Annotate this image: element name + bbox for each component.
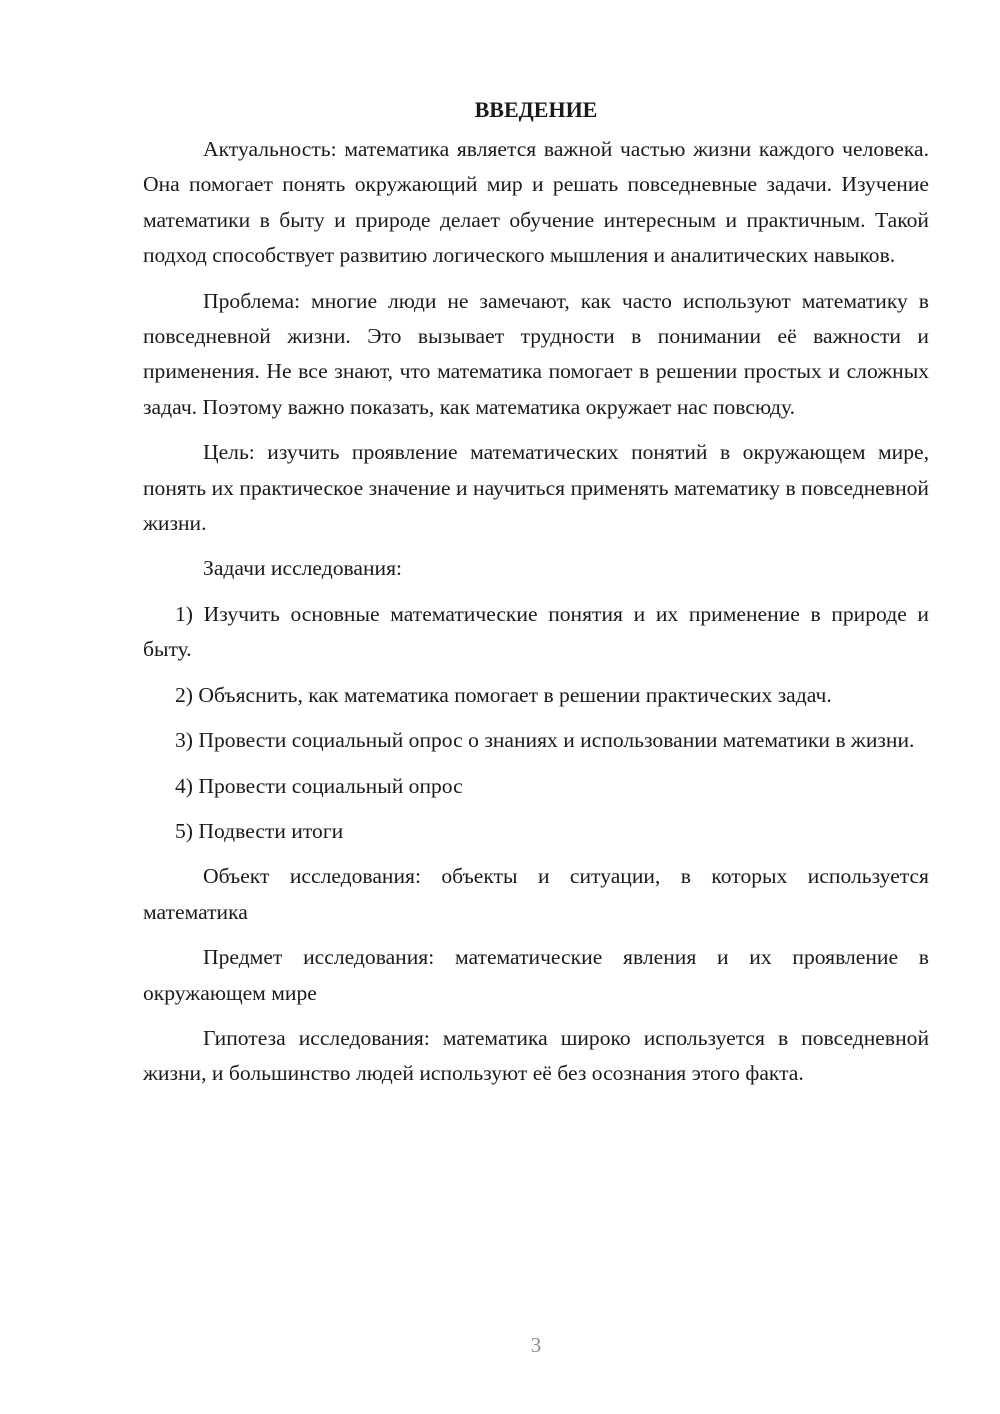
task-item-1: 1) Изучить основные математические понятия и их применение в природе и быту. <box>143 601 929 662</box>
paragraph-goal: Цель: изучить проявление математических понятий в окружающем мире, понять их практическое значение и научиться применять математику в повседневной жизни. <box>143 440 929 536</box>
page-number: 3 <box>530 1333 542 1357</box>
task-item-4: 4) Провести социальный опрос <box>175 773 463 798</box>
task-item-2: 2) Объяснить, как математика помогает в решении практических задач. <box>175 682 832 707</box>
paragraph-problem: Проблема: многие люди не замечают, как часто используют математику в повседневной жизни. Это вызывает трудности в понимании её важности и применения. Не все знают, что математика помогает в решении простых и сложных задач. Поэтому важно показать, как математика окружает нас повсюду. <box>143 288 929 419</box>
tasks-heading: Задачи исследования: <box>203 556 403 581</box>
paragraph-hypothesis: Гипотеза исследования: математика широко используется в повседневной жизни, и большинство людей используют её без осознания этого факта. <box>143 1025 929 1086</box>
section-title: ВВЕДЕНИЕ <box>474 97 598 122</box>
document-page <box>143 92 929 1102</box>
task-item-3: 3) Провести социальный опрос о знаниях и использовании математики в жизни. <box>175 728 915 753</box>
task-item-5: 5) Подвести итоги <box>175 818 344 843</box>
paragraph-subject: Предмет исследования: математические явления и их проявление в окружающем мире <box>143 945 929 1005</box>
tasks-list <box>143 597 929 849</box>
paragraph-object: Объект исследования: объекты и ситуации, в которых используется математика <box>143 864 929 924</box>
paragraph-relevance: Актуальность: математика является важной частью жизни каждого человека. Она помогает понять окружающий мир и решать повседневные задачи. Изучение математики в быту и природе делает обучение интересным и практичным. Такой подход способствует развитию логического мышления и аналитических навыков. <box>143 137 929 268</box>
